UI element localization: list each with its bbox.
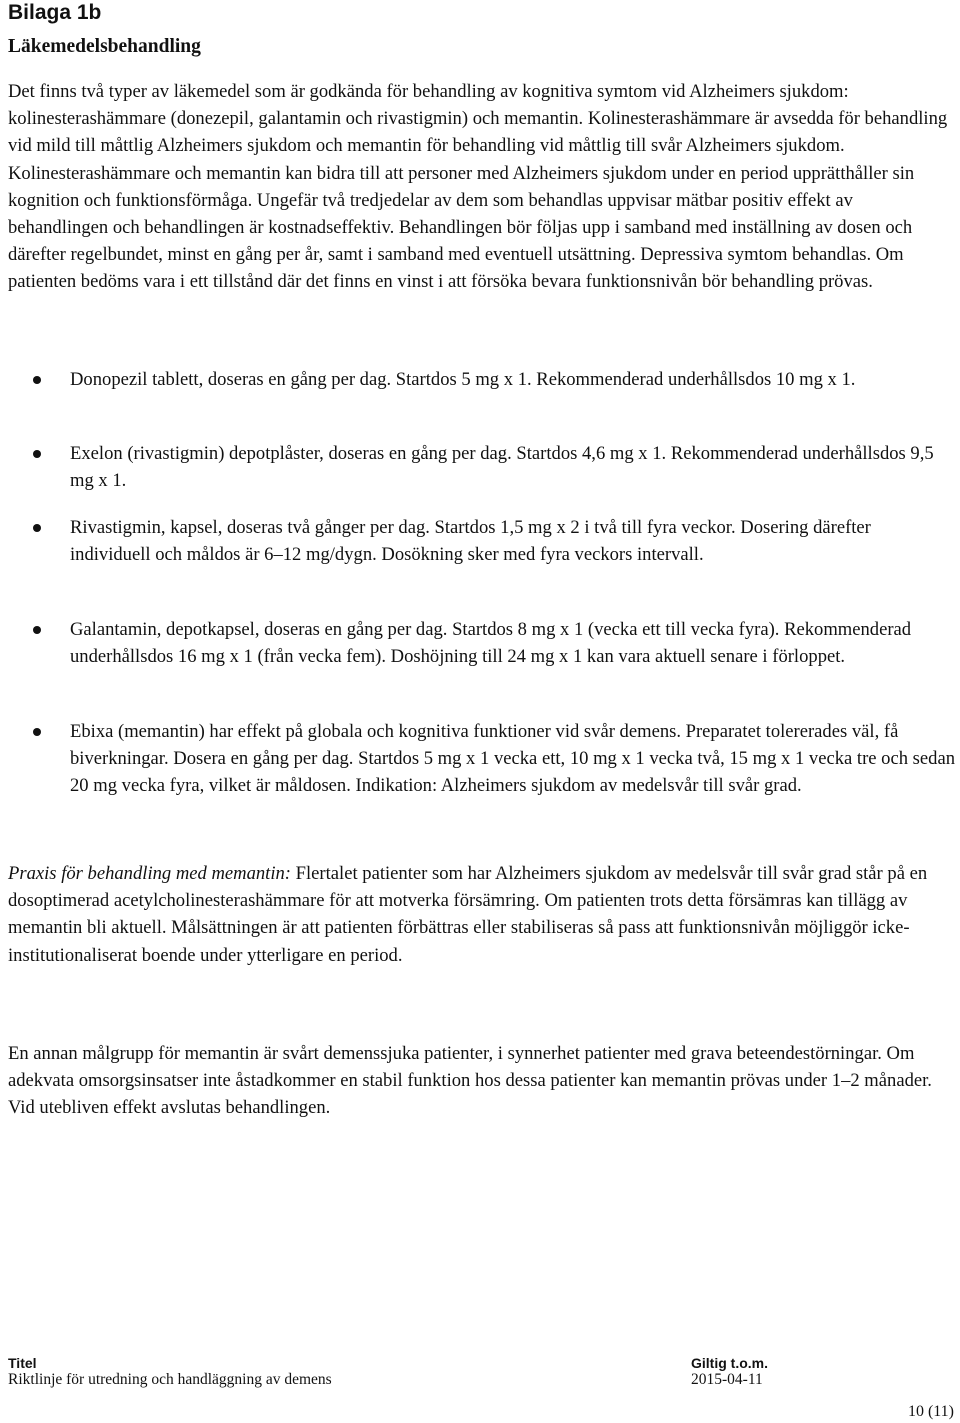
praxis-label: Praxis för behandling med memantin: [8,863,292,884]
list-item-text: Rivastigmin, kapsel, doseras två gånger per dag. Startdos 1,5 mg x 2 i två till fyra veckor. Dosering därefter individuell och måldos är 6–12 mg/dygn. Dosökning sker med fyra veckors intervall. [70,517,871,566]
praxis-text: Flertalet patienter som har Alzheimers sjukdom av medelsvår till svår grad står på en dosoptimerad acetylcholinesterashämmare för att motverka försämring. Om patienten trots detta försämras kan tillägg av memantin bli aktuell. Målsättningen är att patienten förbättras eller stabiliseras så pass att funktionsnivån möjliggör icke-institutionaliserat boende under ytterligare en period. [8,863,928,966]
list-item-text: Ebixa (memantin) har effekt på globala och kognitiva funktioner vid svår demens. Preparatet tolererades väl, få biverkningar. Dosera en gång per dag. Startdos 5 mg x 1 vecka ett, 10 mg x 1 vecka två, 15 mg x 1 vecka tre och sedan 20 mg vecka fyra, vilket är måldosen. Indikation: Alzheimers sjukdom av medelsvår till svår grad. [70,721,956,797]
section-heading: Läkemedelsbehandling [8,36,201,57]
page-number: 10 (11) [907,1403,954,1420]
bullet-icon [33,626,41,634]
bullet-icon [33,728,41,736]
list-item-text: Donopezil tablett, doseras en gång per dag. Startdos 5 mg x 1. Rekommenderad underhållsdos 10 mg x 1. [70,369,856,390]
bullet-icon [33,450,41,458]
praxis-paragraph [8,860,954,969]
list-item [70,616,955,670]
list-item-text: Exelon (rivastigmin) depotplåster, doseras en gång per dag. Startdos 4,6 mg x 1. Rekommenderad underhållsdos 9,5 mg x 1. [70,443,934,492]
bullet-icon [33,524,41,532]
appendix-label: Bilaga 1b [8,1,102,24]
list-item [70,440,955,494]
list-item [70,366,955,393]
list-item [70,718,955,800]
bullet-icon [33,376,41,384]
intro-paragraph: Det finns två typer av läkemedel som är godkända för behandling av kognitiva symtom vid Alzheimers sjukdom: kolinesterashämmare (donezepil, galantamin och rivastigmin) och memantin. Kolinesterashämmare är avsedda för behandling vid mild till måttlig Alzheimers sjukdom och memantin för behandling vid måttlig till svår Alzheimers sjukdom. Kolinesterashämmare och memantin kan bidra till att personer med Alzheimers sjukdom under en period upprätthåller sin kognition och funktionsförmåga. Ungefär två tredjedelar av dem som behandlas uppvisar mätbar positiv effekt av behandlingen och behandlingen är kostnadseffektiv. Behandlingen bör följas upp i samband med inställning av dosen och därefter regelbundet, minst en gång per år, samt i samband med eventuell utsättning. Depressiva symtom behandlas. Om patienten bedöms vara i ett tillstånd där det finns en vinst i att försöka bevara funktionsnivån bör behandling prövas. [8,81,948,293]
footer-divider [8,1326,954,1327]
footer-title-label: Titel [8,1355,37,1371]
target-group-paragraph: En annan målgrupp för memantin är svårt demenssjuka patienter, i synnerhet patienter med grava beteendestörningar. Om adekvata omsorgsinsatser inte åstadkommer en stabil funktion hos dessa patienter kan memantin prövas under 1–2 månader. Vid utebliven effekt avslutas behandlingen. [8,1043,932,1119]
list-item [70,514,955,568]
list-item-text: Galantamin, depotkapsel, doseras en gång per dag. Startdos 8 mg x 1 (vecka ett till vecka fyra). Rekommenderad underhållsdos 16 mg x 1 (från vecka fem). Doshöjning till 24 mg x 1 kan vara aktuell senare i förloppet. [70,619,912,668]
footer-valid-label: Giltig t.o.m. [691,1355,768,1371]
footer-title-value: Riktlinje för utredning och handläggning av demens [8,1371,332,1388]
footer-valid-value: 2015-04-11 [691,1371,763,1388]
